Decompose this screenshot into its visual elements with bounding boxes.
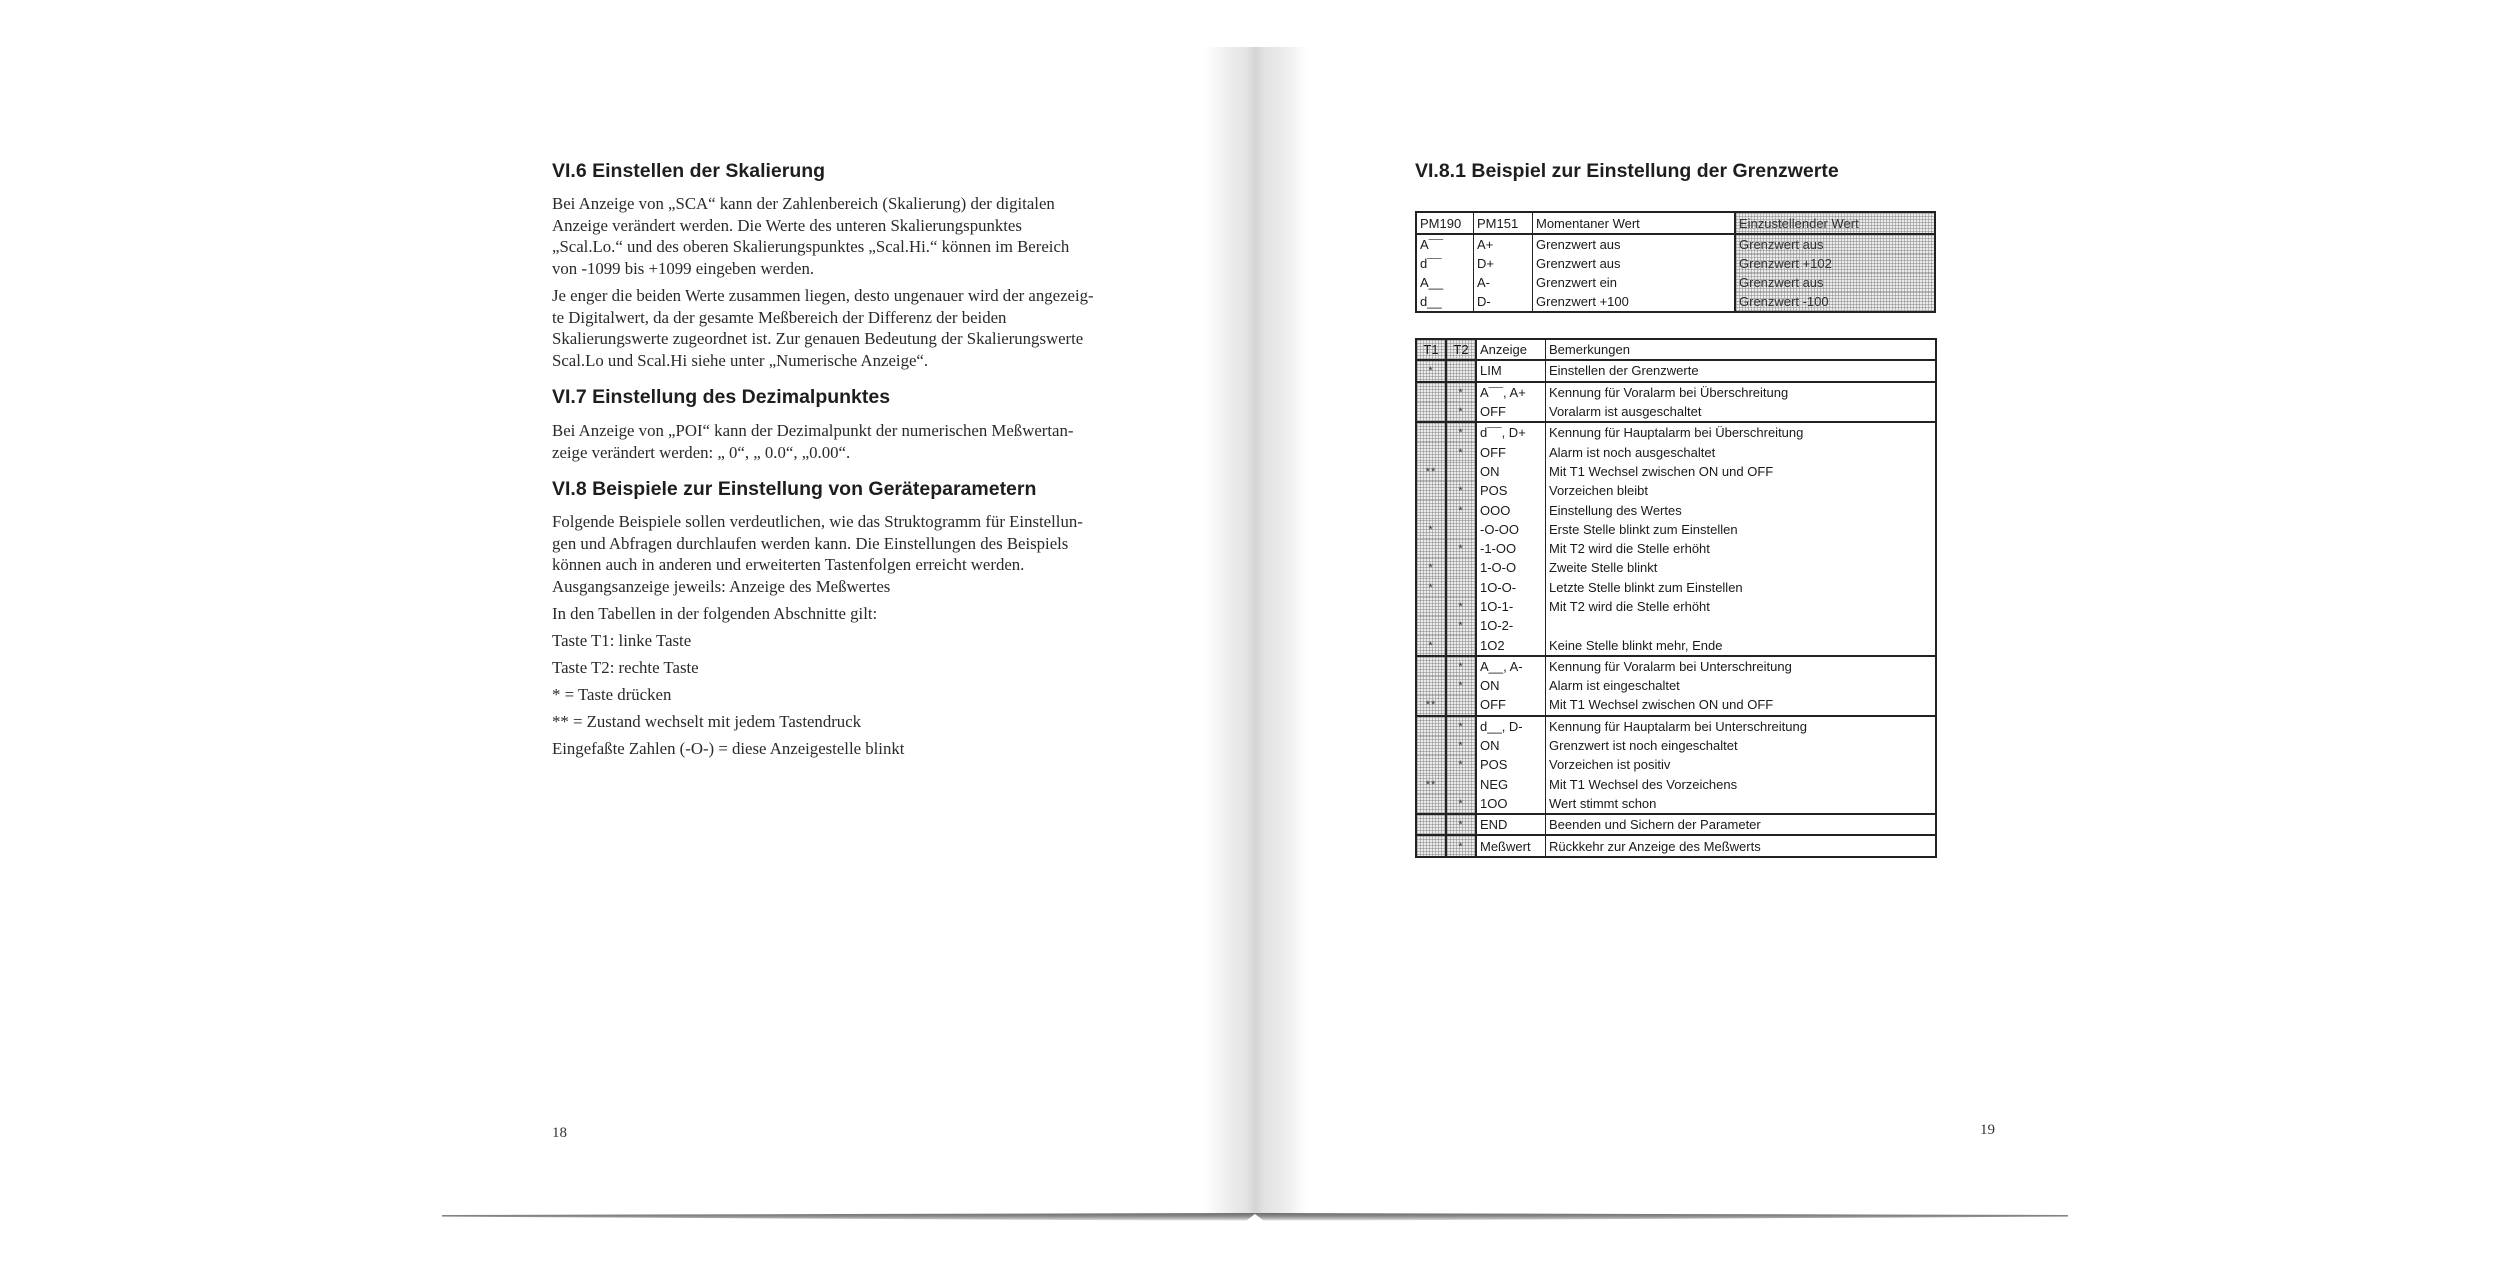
cell-t1 [1416, 695, 1446, 715]
cell-remark: Mit T1 Wechsel zwischen ON und OFF [1546, 462, 1937, 481]
column-header: PM190 [1416, 212, 1474, 234]
cell-t1 [1416, 422, 1446, 442]
cell-display: END [1476, 814, 1546, 835]
table-row [1416, 558, 1936, 577]
cell-t2 [1446, 360, 1476, 381]
text-line: Scal.Lo und Scal.Hi siehe unter „Numerische Anzeige“. [552, 350, 929, 370]
table-row [1416, 234, 1935, 254]
cell-t1 [1416, 558, 1446, 577]
cell-t2 [1446, 422, 1476, 442]
cell-t1 [1416, 578, 1446, 597]
table-row [1416, 794, 1936, 814]
cell-t1 [1416, 616, 1446, 635]
cell-remark: Mit T1 Wechsel des Vorzeichens [1546, 775, 1937, 794]
limits-table [1415, 211, 1936, 313]
cell-t1 [1416, 676, 1446, 695]
cell-remark: Letzte Stelle blinkt zum Einstellen [1546, 578, 1937, 597]
column-header: Bemerkungen [1546, 339, 1937, 360]
cell-display: OFF [1476, 442, 1546, 461]
cell-display: 1OO [1476, 794, 1546, 814]
cell-t1 [1416, 835, 1446, 856]
table-cell: d__ [1420, 294, 1442, 309]
cell-t2 [1446, 597, 1476, 616]
cell-t1 [1416, 656, 1446, 676]
cell-display: OFF [1476, 402, 1546, 422]
key-press-marker: * [1458, 504, 1464, 517]
paragraph-examples [552, 511, 1152, 576]
key-press-marker: * [1458, 840, 1464, 853]
paragraph-decimal-point [552, 420, 1152, 463]
cell-t1 [1416, 442, 1446, 461]
cell-t2 [1446, 676, 1476, 695]
table-header-row [1416, 212, 1935, 234]
column-header: PM151 [1474, 212, 1533, 234]
cell-remark: Vorzeichen bleibt [1546, 481, 1937, 500]
cell-display: d__, D- [1476, 716, 1546, 736]
text-line: zeige verändert werden: „ 0“, „ 0.0“, „0.00“. [552, 442, 851, 462]
text-line: Bei Anzeige von „SCA“ kann der Zahlenbereich (Skalierung) der digitalen [552, 194, 1055, 213]
page-number-left: 18 [552, 1125, 567, 1141]
cell-display: 1O-1- [1476, 597, 1546, 616]
cell-t1 [1416, 755, 1446, 774]
cell-remark: Voralarm ist ausgeschaltet [1546, 402, 1937, 422]
cell-t2 [1446, 520, 1476, 539]
key-press-marker: * [1458, 485, 1464, 498]
cell-t2 [1446, 481, 1476, 500]
legend-list [552, 576, 1152, 765]
cell-t1 [1416, 462, 1446, 481]
cell-display: POS [1476, 755, 1546, 774]
table-row [1416, 520, 1936, 539]
cell-t2 [1446, 736, 1476, 755]
cell-display: A__, A- [1476, 656, 1546, 676]
cell-t1 [1416, 736, 1446, 755]
paragraph-scaling-2 [552, 285, 1152, 371]
cell-display: POS [1476, 481, 1546, 500]
table-cell: D+ [1474, 254, 1533, 273]
table-cell: A__ [1420, 275, 1444, 290]
cell-display: ON [1476, 676, 1546, 695]
key-press-marker: ** [1425, 465, 1437, 478]
column-header: Momentaner Wert [1533, 212, 1736, 234]
cell-remark: Keine Stelle blinkt mehr, Ende [1546, 635, 1937, 655]
table-cell: D- [1474, 292, 1533, 312]
table-row [1416, 814, 1936, 835]
cell-t1 [1416, 382, 1446, 402]
legend-item: Ausgangsanzeige jeweils: Anzeige des Meßwertes [552, 577, 891, 596]
cell-t2 [1446, 695, 1476, 715]
cell-t1 [1416, 775, 1446, 794]
heading-vi81: VI.8.1 Beispiel zur Einstellung der Grenzwerte [1415, 160, 1839, 182]
cell-t2 [1446, 814, 1476, 835]
text-line: Skalierungswerte zugeordnet ist. Zur genauen Bedeutung der Skalierungswerte [552, 329, 1084, 348]
cell-remark: Kennung für Hauptalarm bei Überschreitung [1546, 422, 1937, 442]
cell-display: LIM [1476, 360, 1546, 381]
book-spine-shadow [1205, 47, 1307, 1215]
cell-remark: Vorzeichen ist positiv [1546, 755, 1937, 774]
key-press-marker: * [1458, 620, 1464, 633]
cell-remark: Kennung für Voralarm bei Unterschreitung [1546, 656, 1937, 676]
legend-item: Taste T1: linke Taste [552, 631, 692, 650]
cell-remark: Kennung für Voralarm bei Überschreitung [1546, 382, 1937, 402]
table-row [1416, 273, 1935, 292]
cell-t1 [1416, 500, 1446, 519]
key-press-marker: * [1428, 562, 1434, 575]
table-cell: Grenzwert -100 [1735, 292, 1935, 312]
table-row [1416, 360, 1936, 381]
table-cell: A+ [1474, 234, 1533, 254]
cell-t1 [1416, 716, 1446, 736]
table-row [1416, 736, 1936, 755]
cell-t2 [1446, 402, 1476, 422]
table-row [1416, 775, 1936, 794]
key-press-marker: * [1458, 797, 1464, 810]
cell-display: 1O-O- [1476, 578, 1546, 597]
cell-t1 [1416, 520, 1446, 539]
key-press-marker: * [1428, 365, 1434, 378]
cell-t2 [1446, 558, 1476, 577]
table-row [1416, 539, 1936, 558]
text-line: Je enger die beiden Werte zusammen liegen, desto ungenauer wird der angezeig- [552, 286, 1094, 305]
text-line: von -1099 bis +1099 eingeben werden. [552, 258, 815, 278]
heading-vi7: VI.7 Einstellung des Dezimalpunktes [552, 386, 891, 408]
table-row [1416, 422, 1936, 442]
cell-t2 [1446, 500, 1476, 519]
table-row [1416, 481, 1936, 500]
cell-display: 1-O-O [1476, 558, 1546, 577]
cell-display: ON [1476, 736, 1546, 755]
cell-remark: Wert stimmt schon [1546, 794, 1937, 814]
cell-remark: Beenden und Sichern der Parameter [1546, 814, 1937, 835]
cell-t2 [1446, 716, 1476, 736]
table-row [1416, 500, 1936, 519]
text-line: können auch in anderen und erweiterten Tastenfolgen erreicht werden. [552, 555, 1025, 574]
cell-display: OFF [1476, 695, 1546, 715]
heading-vi6: VI.6 Einstellen der Skalierung [552, 160, 826, 182]
cell-t1 [1416, 481, 1446, 500]
cell-remark: Einstellen der Grenzwerte [1546, 360, 1937, 381]
cell-remark: Erste Stelle blinkt zum Einstellen [1546, 520, 1937, 539]
cell-display: Meßwert [1476, 835, 1546, 856]
legend-item: Taste T2: rechte Taste [552, 658, 699, 677]
key-press-marker: * [1458, 680, 1464, 693]
cell-t2 [1446, 539, 1476, 558]
table-row [1416, 292, 1935, 312]
cell-t1 [1416, 794, 1446, 814]
steps-table [1415, 338, 1937, 858]
table-row [1416, 402, 1936, 422]
cell-display: OOO [1476, 500, 1546, 519]
table-row [1416, 835, 1936, 856]
cell-remark: Kennung für Hauptalarm bei Unterschreitung [1546, 716, 1937, 736]
key-press-marker: * [1458, 660, 1464, 673]
table-cell: Grenzwert aus [1735, 234, 1935, 254]
cell-t1 [1416, 539, 1446, 558]
table-cell: d¯¯ [1420, 256, 1442, 271]
cell-t2 [1446, 382, 1476, 402]
table-cell: Grenzwert +102 [1735, 254, 1935, 273]
text-line: gen und Abfragen durchlaufen werden kann. Die Einstellungen des Beispiels [552, 533, 1069, 553]
cell-t1 [1416, 597, 1446, 616]
cell-remark: Rückkehr zur Anzeige des Meßwerts [1546, 835, 1937, 856]
key-press-marker: * [1458, 740, 1464, 753]
paragraph-scaling-1 [552, 193, 1152, 279]
cell-t1 [1416, 635, 1446, 655]
cell-remark [1546, 616, 1937, 635]
cell-t2 [1446, 635, 1476, 655]
heading-vi8: VI.8 Beispiele zur Einstellung von Geräteparametern [552, 478, 1037, 500]
table-row [1416, 382, 1936, 402]
key-press-marker: * [1428, 581, 1434, 594]
cell-display: -1-OO [1476, 539, 1546, 558]
table-header-row [1416, 339, 1936, 360]
cell-t1 [1416, 360, 1446, 381]
cell-remark: Mit T2 wird die Stelle erhöht [1546, 539, 1937, 558]
key-press-marker: ** [1425, 778, 1437, 791]
text-line: te Digitalwert, da der gesamte Meßbereich der Differenz der beiden [552, 307, 1007, 327]
legend-item: In den Tabellen in der folgenden Abschnitte gilt: [552, 604, 878, 623]
cell-remark: Grenzwert ist noch eingeschaltet [1546, 736, 1937, 755]
legend-item: ** = Zustand wechselt mit jedem Tastendruck [552, 712, 862, 731]
table-cell: Grenzwert aus [1533, 254, 1736, 273]
table-cell: A- [1474, 273, 1533, 292]
cell-display: ON [1476, 462, 1546, 481]
key-press-marker: * [1428, 523, 1434, 536]
text-line: Folgende Beispiele sollen verdeutlichen, wie das Struktogramm für Einstellun- [552, 512, 1083, 531]
key-press-marker: * [1428, 639, 1434, 652]
key-press-marker: * [1458, 601, 1464, 613]
text-line: „Scal.Lo.“ und des oberen Skalierungspunktes „Scal.Hi.“ können im Bereich [552, 237, 1070, 256]
cell-display: A¯¯, A+ [1476, 382, 1546, 402]
cell-t2 [1446, 656, 1476, 676]
cell-t2 [1446, 794, 1476, 814]
table-row [1416, 578, 1936, 597]
cell-remark: Alarm ist noch ausgeschaltet [1546, 442, 1937, 461]
cell-t2 [1446, 616, 1476, 635]
table-row [1416, 635, 1936, 655]
table-row [1416, 676, 1936, 695]
table-cell: Grenzwert aus [1735, 273, 1935, 292]
page-number-right: 19 [1980, 1122, 1995, 1138]
table-row [1416, 716, 1936, 736]
table-row [1416, 442, 1936, 461]
cell-display: 1O-2- [1476, 616, 1546, 635]
legend-item: Eingefaßte Zahlen (-O-) = diese Anzeigestelle blinkt [552, 739, 905, 758]
cell-t1 [1416, 402, 1446, 422]
key-press-marker: * [1458, 720, 1464, 733]
cell-t2 [1446, 835, 1476, 856]
key-press-marker: ** [1425, 699, 1437, 712]
column-header: T2 [1446, 339, 1476, 360]
cell-display: -O-OO [1476, 520, 1546, 539]
cell-remark: Einstellung des Wertes [1546, 500, 1937, 519]
cell-remark: Mit T2 wird die Stelle erhöht [1546, 597, 1937, 616]
table-cell: Grenzwert aus [1533, 234, 1736, 254]
table-row [1416, 695, 1936, 715]
key-press-marker: * [1458, 406, 1464, 419]
cell-t2 [1446, 578, 1476, 597]
table-row [1416, 656, 1936, 676]
table-cell: A¯¯ [1420, 237, 1444, 252]
cell-display: NEG [1476, 775, 1546, 794]
cell-display: d¯¯, D+ [1476, 422, 1546, 442]
column-header: Einzustellender Wert [1735, 212, 1935, 234]
cell-t2 [1446, 462, 1476, 481]
text-line: Anzeige verändert werden. Die Werte des unteren Skalierungspunktes [552, 215, 1022, 235]
table-row [1416, 597, 1936, 616]
key-press-marker: * [1458, 543, 1464, 556]
table-row [1416, 616, 1936, 635]
column-header: T1 [1416, 339, 1446, 360]
cell-remark: Mit T1 Wechsel zwischen ON und OFF [1546, 695, 1937, 715]
key-press-marker: * [1458, 427, 1464, 440]
cell-remark: Zweite Stelle blinkt [1546, 558, 1937, 577]
cell-t2 [1446, 775, 1476, 794]
table-row [1416, 755, 1936, 774]
cell-t2 [1446, 755, 1476, 774]
key-press-marker: * [1458, 759, 1464, 772]
key-press-marker: * [1458, 386, 1464, 399]
cell-t1 [1416, 814, 1446, 835]
cell-remark: Alarm ist eingeschaltet [1546, 676, 1937, 695]
cell-t2 [1446, 442, 1476, 461]
key-press-marker: * [1458, 819, 1464, 832]
table-row [1416, 462, 1936, 481]
key-press-marker: * [1458, 446, 1464, 459]
column-header: Anzeige [1476, 339, 1546, 360]
table-row [1416, 254, 1935, 273]
text-line: Bei Anzeige von „POI“ kann der Dezimalpunkt der numerischen Meßwertan- [552, 421, 1074, 440]
table-cell: Grenzwert ein [1533, 273, 1736, 292]
table-cell: Grenzwert +100 [1533, 292, 1736, 312]
legend-item: * = Taste drücken [552, 685, 672, 704]
cell-display: 1O2 [1476, 635, 1546, 655]
